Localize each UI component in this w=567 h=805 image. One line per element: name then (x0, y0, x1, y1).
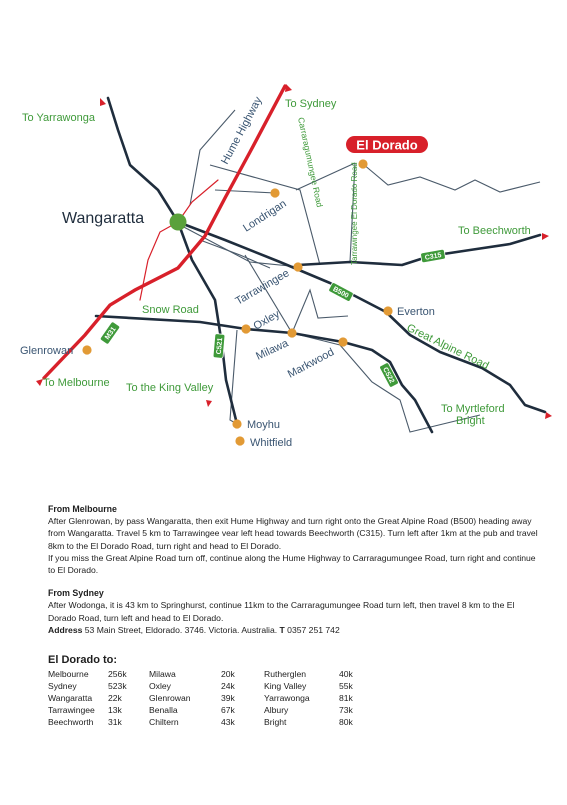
dot-glenrowan (82, 345, 91, 354)
great-alpine-road-label: Great Alpine Road (404, 321, 491, 373)
dot-londrigan (270, 188, 279, 197)
distance-place: Glenrowan (149, 693, 191, 704)
glenrowan-label: Glenrowan (20, 345, 74, 357)
distance-place: Tarrawingee (48, 705, 95, 716)
carraragumungee-road (190, 110, 355, 265)
dot-oxley (241, 324, 250, 333)
whitfield-label: Whitfield (250, 437, 293, 449)
phone-label: T (279, 624, 285, 635)
distance-place: Beechworth (48, 717, 94, 728)
dot-whitfield (235, 436, 244, 445)
address-line (48, 624, 538, 636)
distance-place: Oxley (149, 681, 171, 692)
distance-km: 43k (221, 717, 235, 728)
carraragumungee-road-label: Carraragumungee Road (296, 116, 325, 209)
distance-row (48, 693, 353, 705)
oxley-milawa-roads (200, 240, 348, 345)
distance-table (48, 669, 353, 729)
from-sydney-paragraph: After Wodonga, it is 43 km to Springhurst, continue 11km to the Carraragumungee Road turn left, then travel 8 km to the El Dorado Road, turn left and head to El Dorado. (48, 600, 515, 623)
shield-b500 (328, 282, 354, 302)
snow-road (96, 316, 432, 432)
distance-place: Rutherglen (264, 669, 307, 679)
to-yarrawonga-label: To Yarrawonga (22, 112, 95, 124)
distance-row (48, 681, 353, 693)
to-melbourne-label: To Melbourne (43, 377, 110, 389)
shield-m31 (100, 321, 121, 345)
dot-everton (383, 306, 392, 315)
from-melbourne-paragraph-2: If you miss the Great Alpine Road turn off, continue along the Hume Highway to Carraragumungee Road, turn right and continue to El Dorado. (48, 552, 536, 576)
everton-label: Everton (397, 306, 435, 318)
shield-c521-text: C521 (215, 337, 225, 355)
arrow-yarrawonga-icon (100, 98, 106, 106)
to-beechworth-label: To Beechworth (458, 225, 531, 237)
distance-place: Bright (264, 717, 287, 728)
distance-row (48, 669, 353, 681)
distance-row (48, 717, 353, 729)
dot-moyhu (232, 419, 241, 428)
distance-km: 40k (339, 669, 353, 679)
markwood-label: Markwood (285, 346, 337, 381)
to-myrtleford-label: To Myrtleford (441, 403, 505, 415)
distance-place: Benalla (149, 705, 178, 716)
shield-c315 (420, 249, 445, 263)
from-sydney-heading: From Sydney (48, 588, 104, 599)
shield-m31-text: M31 (104, 325, 118, 342)
arrow-beechworth-icon (542, 233, 549, 240)
distance-place: Yarrawonga (264, 693, 310, 704)
from-melbourne-heading: From Melbourne (48, 504, 117, 514)
address-value: 53 Main Street, Eldorado. 3746. Victoria. Australia. (84, 624, 278, 635)
distance-km: 256k (108, 669, 127, 679)
distance-place: Albury (264, 705, 289, 716)
shield-c522-text: C522 (381, 366, 396, 385)
distance-place: King Valley (264, 681, 307, 692)
arrow-myrtleford-icon (545, 412, 552, 419)
moyhu-label: Moyhu (247, 419, 281, 431)
distance-km: 24k (221, 681, 235, 692)
distance-km: 67k (221, 705, 235, 716)
distance-km: 523k (108, 681, 127, 692)
distance-place: Chiltern (149, 717, 179, 728)
arrow-king-valley-icon (206, 400, 212, 407)
to-king-valley-label: To the King Valley (126, 382, 214, 394)
hume-highway-label: Hume Highway (219, 94, 265, 167)
arrow-sydney-icon (285, 84, 292, 92)
tarrawingee-el-dorado-road-label (350, 162, 359, 265)
distance-place: Sydney (48, 681, 77, 692)
dot-milawa (287, 328, 296, 337)
to-sydney-label: To Sydney (285, 98, 337, 110)
tarrawingee-el-dorado-road (350, 163, 540, 262)
yarrawonga-road (108, 98, 178, 222)
address-label: Address (48, 624, 83, 635)
milawa-label: Milawa (254, 337, 291, 363)
distance-place: Milawa (149, 669, 176, 679)
dot-el-dorado (358, 159, 367, 168)
minor-roads (180, 110, 540, 432)
distance-km: 13k (108, 705, 122, 716)
distance-km: 81k (339, 693, 353, 704)
dot-wangaratta (170, 214, 187, 231)
distance-place: Melbourne (48, 669, 89, 679)
distance-km: 31k (108, 717, 122, 728)
phone-value: 0357 251 742 (287, 624, 340, 635)
londrigan-label: Londrigan (241, 197, 289, 235)
to-bright-label: Bright (456, 415, 485, 427)
distance-place: Wangaratta (48, 693, 93, 704)
beechworth-road (298, 235, 540, 265)
distances-section (48, 654, 353, 729)
distance-km: 20k (221, 669, 235, 679)
el-dorado-badge (346, 136, 428, 153)
oxley-label: Oxley (251, 308, 282, 333)
distance-km: 22k (108, 693, 122, 704)
tarrawingee-label: Tarrawingee (233, 267, 292, 308)
distances-title: El Dorado to: (48, 654, 118, 666)
distance-km: 55k (339, 681, 353, 692)
distance-row (48, 705, 353, 717)
distance-km: 80k (339, 717, 353, 728)
arrow-melbourne-icon (36, 379, 43, 386)
shield-b500-text: B500 (331, 285, 350, 300)
distance-km: 39k (221, 693, 235, 704)
dot-tarrawingee (293, 262, 302, 271)
dot-markwood (338, 337, 347, 346)
from-melbourne-paragraph-1: After Glenrowan, by pass Wangaratta, then exit Hume Highway and turn right onto the Great Alpine Road (B500) heading away from Wangaratta. Travel 5 km to Tarrawingee vear left head towards Beechworth (C315). Turn left after 1km at the pub and travel 8km to the El Dorado Road, turn right and head to El Dorado. (48, 516, 538, 551)
distance-km: 73k (339, 705, 353, 716)
snow-road-label: Snow Road (142, 304, 199, 316)
directions-section (48, 503, 538, 636)
shield-c315-text: C315 (424, 252, 443, 262)
wangaratta-label: Wangaratta (62, 210, 145, 227)
tarrawingee-el-dorado-road-text: Tarrawingee El Dorado Road (350, 162, 359, 265)
el-dorado-label: El Dorado (356, 137, 418, 153)
shield-c521 (213, 334, 225, 359)
